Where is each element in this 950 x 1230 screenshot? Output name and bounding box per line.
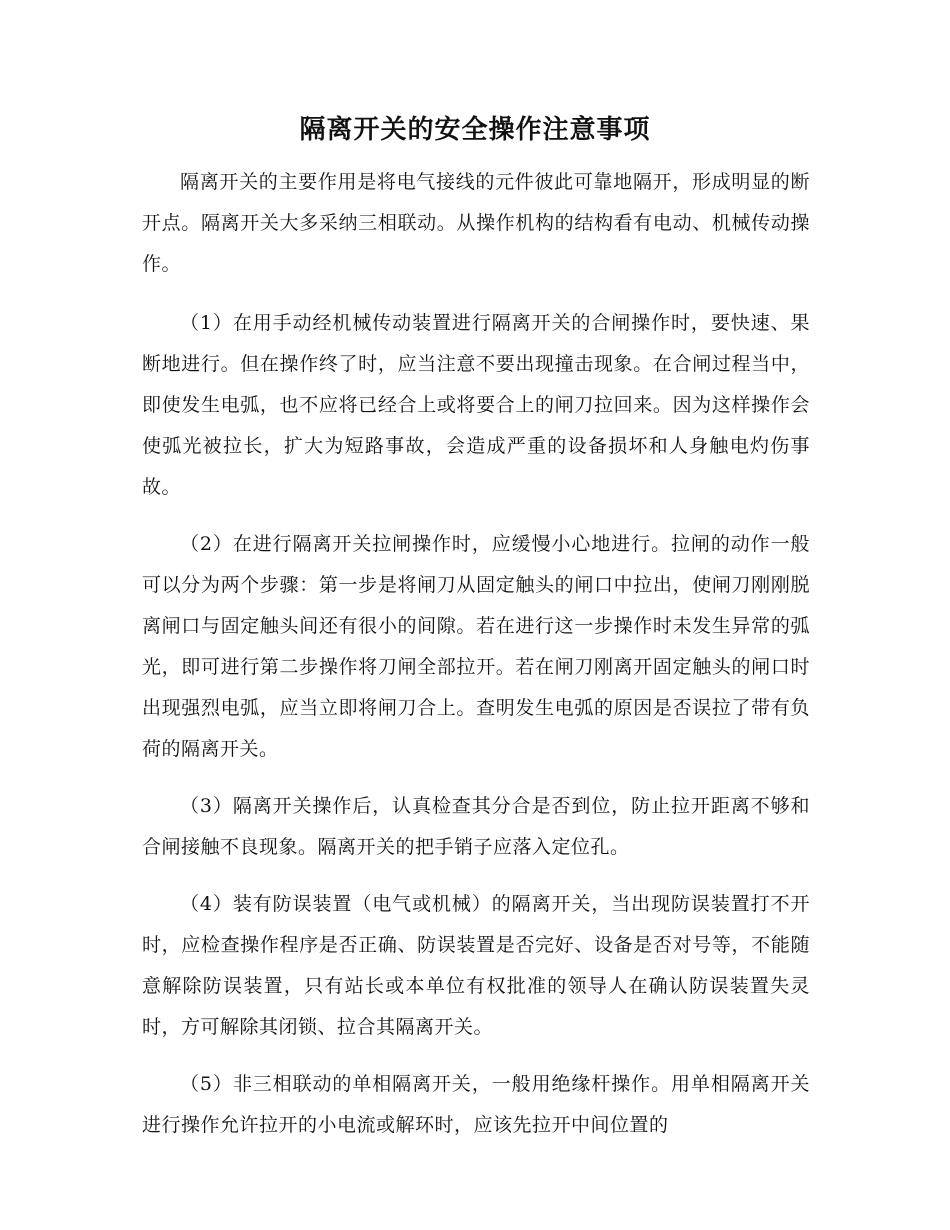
paragraph-item-2: （2）在进行隔离开关拉闸操作时，应缓慢小心地进行。拉闸的动作一般可以分为两个步骤：第一步是将闸刀从固定触头的闸口中拉出，使闸刀刚刚脱离闸口与固定触头间还有很小的间隙。若在进行这一步操作时未发生异常的弧光，即可进行第二步操作将刀闸全部拉开。若在闸刀刚离开固定触头的闸口时出现强烈电弧，应当立即将闸刀合上。查明发生电弧的原因是否误拉了带有负荷的隔离开关。 xyxy=(142,533,810,760)
intro-paragraph: 隔离开关的主要作用是将电气接线的元件彼此可靠地隔开，形成明显的断开点。隔离开关大多采纳三相联动。从操作机构的结构看有电动、机械传动操作。 xyxy=(142,171,810,275)
paragraph-item-4: （4）装有防误装置（电气或机械）的隔离开关，当出现防误装置打不开时，应检查操作程序是否正确、防误装置是否完好、设备是否对号等，不能随意解除防误装置，只有站长或本单位有权批准的领导人在确认防误装置失灵时，方可解除其闭锁、拉合其隔离开关。 xyxy=(142,893,810,1038)
paragraph-item-3: （3）隔离开关操作后，认真检查其分合是否到位，防止拉开距离不够和合闸接触不良现象。隔离开关的把手销子应落入定位孔。 xyxy=(142,795,810,858)
document-title: 隔离开关的安全操作注意事项 xyxy=(299,115,651,145)
paragraph-item-5: （5）非三相联动的单相隔离开关，一般用绝缘杆操作。用单相隔离开关进行操作允许拉开的小电流或解环时，应该先拉开中间位置的 xyxy=(142,1073,810,1136)
paragraph-item-1: （1）在用手动经机械传动装置进行隔离开关的合闸操作时，要快速、果断地进行。但在操作终了时，应当注意不要出现撞击现象。在合闸过程当中，即使发生电弧，也不应将已经合上或将要合上的闸刀拉回来。因为这样操作会使弧光被拉长，扩大为短路事故，会造成严重的设备损坏和人身触电灼伤事故。 xyxy=(142,312,810,498)
document-body xyxy=(142,162,810,1162)
